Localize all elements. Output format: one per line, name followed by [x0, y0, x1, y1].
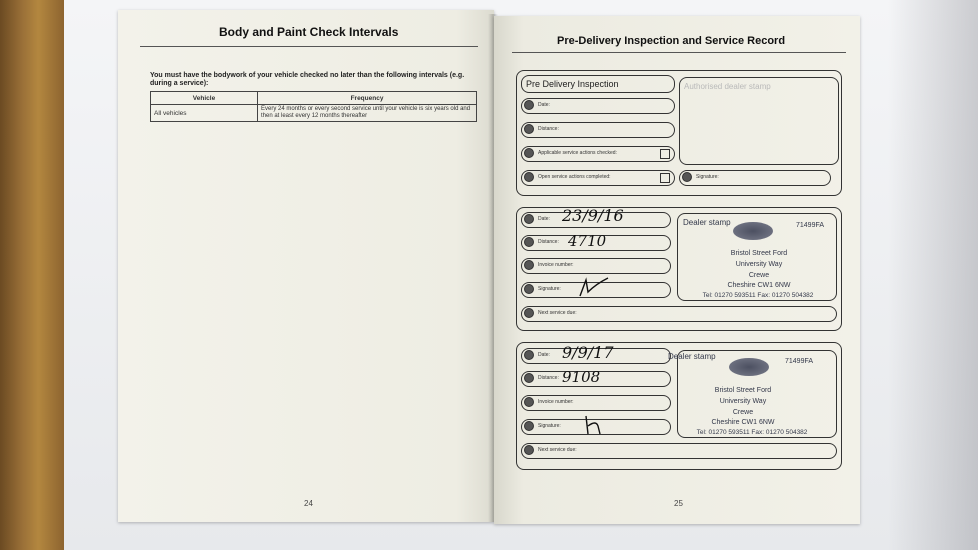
dealer-name: Bristol Street Ford [730, 250, 788, 257]
pdi-date-field[interactable] [521, 98, 675, 114]
dealer-address-line: University Way [719, 398, 767, 405]
bullet-icon [524, 284, 534, 294]
service-2-invoice-field[interactable] [521, 395, 671, 411]
field-label: Distance: [538, 126, 559, 132]
stamp-label: Authorised dealer stamp [684, 82, 771, 91]
table-row [151, 105, 477, 122]
bullet-icon [524, 421, 534, 431]
pdi-heading: Pre Delivery Inspection [526, 79, 619, 89]
service-1-invoice-field[interactable] [521, 258, 671, 274]
bullet-icon [524, 214, 534, 224]
field-label: Applicable service actions checked: [538, 150, 617, 156]
page-number-right: 25 [674, 499, 683, 508]
dealer-address-line: University Way [735, 261, 783, 268]
bullet-icon [524, 373, 534, 383]
checkbox[interactable] [660, 149, 670, 159]
pdi-service-actions-checked-field[interactable] [521, 146, 675, 162]
dealer-code: 71499FA [785, 358, 814, 365]
stamp-label: Dealer stamp [668, 352, 716, 361]
interval-table [150, 91, 477, 122]
dealer-address-line: Cheshire CW1 6NW [727, 282, 791, 289]
bullet-icon [524, 308, 534, 318]
dealer-phone: Tel: 01270 593511 Fax: 01270 504382 [702, 292, 814, 299]
ford-logo-stamp [729, 358, 769, 376]
bullet-icon [524, 397, 534, 407]
bullet-icon [682, 172, 692, 182]
bullet-icon [524, 260, 534, 270]
handwritten-signature [582, 414, 604, 436]
service-1-next-due-field[interactable] [521, 306, 837, 322]
field-label: Signature: [538, 286, 561, 292]
field-label: Signature: [538, 423, 561, 429]
page-number-left: 24 [304, 499, 313, 508]
pdi-signature-field[interactable] [679, 170, 831, 186]
dealer-address-line: Crewe [748, 272, 770, 279]
service-2-next-due-field[interactable] [521, 443, 837, 459]
field-label: Date: [538, 216, 550, 222]
dealer-address-line: Cheshire CW1 6NW [711, 419, 775, 426]
dealer-address-line: Crewe [732, 409, 754, 416]
bullet-icon [524, 124, 534, 134]
checkbox[interactable] [660, 173, 670, 183]
dealer-phone: Tel: 01270 593511 Fax: 01270 504382 [696, 429, 808, 436]
bullet-icon [524, 350, 534, 360]
field-label: Invoice number: [538, 262, 574, 268]
handwritten-date: 23/9/16 [562, 206, 624, 225]
bullet-icon [524, 445, 534, 455]
bullet-icon [524, 100, 534, 110]
field-label: Next service due: [538, 310, 577, 316]
dealer-code: 71499FA [796, 222, 825, 229]
bullet-icon [524, 237, 534, 247]
handwritten-date: 9/9/17 [562, 343, 614, 362]
bodywork-intro-text: You must have the bodywork of your vehicle checked no later than the following intervals (e.g. during a service): [150, 72, 465, 87]
wooden-table-edge [0, 0, 64, 550]
bullet-icon [524, 172, 534, 182]
field-label: Invoice number: [538, 399, 574, 405]
pdi-open-actions-completed-field[interactable] [521, 170, 675, 186]
ford-logo-stamp [733, 222, 773, 240]
pdi-stamp-area [679, 77, 839, 165]
table-header-frequency: Frequency [258, 92, 477, 105]
pdi-heading-box [521, 75, 675, 93]
handwritten-signature [578, 276, 614, 298]
field-label: Open service actions completed: [538, 174, 611, 180]
title-rule [140, 46, 478, 47]
dealer-name: Bristol Street Ford [714, 387, 772, 394]
shadow [888, 0, 978, 550]
handwritten-distance: 4710 [568, 232, 607, 250]
handwritten-distance: 9108 [562, 368, 601, 386]
stamp-label: Dealer stamp [683, 218, 731, 227]
right-page-title: Pre-Delivery Inspection and Service Record [557, 35, 786, 47]
left-page-title: Body and Paint Check Intervals [219, 25, 399, 39]
field-label: Distance: [538, 375, 559, 381]
field-label: Date: [538, 102, 550, 108]
bullet-icon [524, 148, 534, 158]
table-header-vehicle: Vehicle [151, 92, 258, 105]
field-label: Next service due: [538, 447, 577, 453]
table-cell-vehicle: All vehicles [151, 105, 258, 122]
field-label: Distance: [538, 239, 559, 245]
table-cell-frequency: Every 24 months or every second service until your vehicle is six years old and then at least every 12 months thereafter [258, 105, 477, 122]
field-label: Signature: [696, 174, 719, 180]
field-label: Date: [538, 352, 550, 358]
title-rule [512, 52, 846, 53]
pdi-distance-field[interactable] [521, 122, 675, 138]
